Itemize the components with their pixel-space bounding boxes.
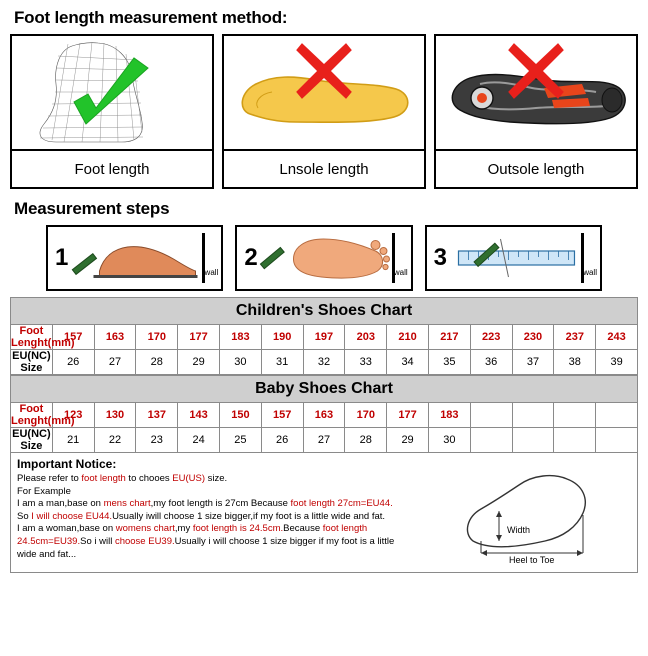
cross-icon — [295, 42, 353, 100]
baby-shoes-chart — [10, 375, 638, 453]
table-cell-empty — [554, 428, 596, 453]
size-chart-page — [0, 8, 648, 656]
method-cell-foot-length — [10, 34, 214, 189]
notice-text: So — [17, 510, 32, 522]
row-label-foot-length: Foot Lenght(mm) — [11, 325, 75, 349]
notice-text: Usually iwill choose 1 size bigger,if my foot is a little wide and fat. — [112, 510, 386, 522]
notice-text: Usually i will choose 1 size bigger if my foot is a little — [174, 535, 395, 547]
table-cell-empty — [512, 428, 554, 453]
method-label-foot-length: Foot length — [12, 149, 212, 187]
table-cell: 25 — [219, 428, 261, 453]
notice-text: Please refer to — [17, 473, 82, 484]
step-number: 1 — [55, 244, 69, 271]
table-cell-empty — [554, 403, 596, 428]
table-cell: 143 — [178, 403, 220, 428]
table-cell: 183 — [219, 325, 261, 350]
table-row — [11, 298, 638, 325]
notice-line-4 — [17, 511, 437, 524]
important-notice — [10, 453, 638, 573]
svg-text:Width: Width — [507, 525, 531, 535]
table-cell: 157 — [261, 403, 303, 428]
table-cell: 130 — [94, 403, 136, 428]
row-label-foot-length: Foot Lenght(mm) — [11, 403, 75, 427]
table-cell: 33 — [345, 350, 387, 375]
row-label-eu-size: EU(NC) Size — [12, 428, 51, 452]
table-cell: 32 — [303, 350, 345, 375]
notice-text-red: foot length 27cm=EU44. — [290, 498, 393, 510]
table-cell: 37 — [512, 350, 554, 375]
notice-text-red: EU(US) — [172, 473, 206, 484]
notice-text: So i will — [80, 535, 115, 547]
foot-dimension-diagram — [437, 463, 627, 563]
table-row — [11, 325, 638, 350]
table-cell: 157 — [52, 325, 94, 350]
table-cell: 210 — [387, 325, 429, 350]
wall-label: wall — [393, 268, 408, 277]
table-cell-empty — [470, 428, 512, 453]
notice-text: I am a man,base on — [17, 498, 104, 510]
foot-mesh-icon — [12, 36, 212, 153]
table-cell: 170 — [136, 325, 178, 350]
notice-text: size. — [205, 473, 228, 484]
children-chart-title: Children's Shoes Chart — [11, 298, 638, 325]
notice-title: Important Notice: — [17, 457, 117, 471]
notice-line-6 — [17, 536, 437, 549]
notice-text-red: womens chart — [115, 523, 175, 535]
table-cell: 27 — [303, 428, 345, 453]
table-cell: 30 — [428, 428, 470, 453]
table-cell: 36 — [470, 350, 512, 375]
notice-text-red: 24.5cm=EU39. — [17, 535, 81, 547]
table-cell-empty — [512, 403, 554, 428]
children-shoes-chart — [10, 297, 638, 375]
notice-text: I am a woman,base on — [17, 523, 116, 535]
table-cell: 203 — [345, 325, 387, 350]
notice-text: ,my foot length is 27cm Because — [150, 498, 291, 510]
table-cell: 31 — [261, 350, 303, 375]
method-cell-insole-length — [222, 34, 426, 189]
notice-line-5 — [17, 523, 437, 536]
row-label-eu-size: EU(NC) Size — [12, 350, 51, 374]
table-cell: 23 — [136, 428, 178, 453]
table-cell-empty — [470, 403, 512, 428]
method-label-insole-length: Lnsole length — [224, 149, 424, 187]
notice-text-red: foot length — [81, 473, 126, 484]
steps-title: Measurement steps — [14, 199, 170, 218]
svg-text:Heel to Toe: Heel to Toe — [509, 555, 555, 563]
method-label-outsole-length: Outsole length — [436, 149, 636, 187]
foot-sole-ruler-icon — [258, 227, 411, 289]
ruler-measure-icon — [447, 227, 600, 289]
table-cell: 163 — [303, 403, 345, 428]
notice-text: Because — [283, 523, 323, 535]
table-row — [11, 376, 638, 403]
notice-text: to chooes — [125, 473, 173, 484]
table-cell: 26 — [261, 428, 303, 453]
table-cell: 28 — [345, 428, 387, 453]
table-cell: 22 — [94, 428, 136, 453]
notice-line-2: For Example — [17, 485, 71, 497]
table-cell: 243 — [596, 325, 638, 350]
notice-text: ,my — [174, 523, 193, 535]
steps-row — [46, 225, 602, 291]
notice-text-red: foot length is 24.5cm. — [192, 523, 284, 535]
table-cell: 35 — [428, 350, 470, 375]
step-1 — [46, 225, 223, 291]
notice-text-red: I will choose EU44. — [31, 510, 113, 522]
notice-line-3 — [17, 498, 437, 511]
wall-label: wall — [204, 268, 219, 277]
step-number: 3 — [433, 244, 448, 271]
notice-line-1 — [17, 473, 437, 486]
notice-text-red: mens chart — [103, 498, 151, 510]
table-cell-empty — [596, 403, 638, 428]
table-cell: 39 — [596, 350, 638, 375]
table-cell: 217 — [428, 325, 470, 350]
table-cell: 30 — [219, 350, 261, 375]
table-row — [11, 403, 638, 428]
table-cell: 170 — [345, 403, 387, 428]
table-cell: 230 — [512, 325, 554, 350]
table-cell: 150 — [219, 403, 261, 428]
table-cell: 21 — [52, 428, 94, 453]
table-cell: 237 — [554, 325, 596, 350]
table-cell: 24 — [178, 428, 220, 453]
table-cell-empty — [596, 428, 638, 453]
cross-icon — [507, 42, 565, 100]
page-title: Foot length measurement method: — [14, 8, 288, 27]
table-cell: 27 — [94, 350, 136, 375]
table-row — [11, 428, 638, 453]
table-row — [11, 350, 638, 375]
table-cell: 29 — [387, 428, 429, 453]
method-row — [10, 34, 638, 189]
step-3 — [425, 225, 602, 291]
method-cell-outsole-length — [434, 34, 638, 189]
table-cell: 163 — [94, 325, 136, 350]
notice-text-red: choose EU39. — [114, 535, 175, 547]
table-cell: 137 — [136, 403, 178, 428]
table-cell: 29 — [178, 350, 220, 375]
table-cell: 197 — [303, 325, 345, 350]
table-cell: 177 — [178, 325, 220, 350]
table-cell: 26 — [52, 350, 94, 375]
table-cell: 28 — [136, 350, 178, 375]
notice-text-red: foot length — [322, 523, 368, 535]
table-cell: 223 — [470, 325, 512, 350]
table-cell: 183 — [428, 403, 470, 428]
outsole-icon — [436, 36, 636, 153]
table-cell: 34 — [387, 350, 429, 375]
insole-icon — [224, 36, 424, 153]
table-cell: 177 — [387, 403, 429, 428]
wall-label: wall — [583, 268, 597, 277]
table-cell: 38 — [554, 350, 596, 375]
step-2 — [235, 225, 412, 291]
step-number: 2 — [244, 244, 258, 271]
baby-chart-title: Baby Shoes Chart — [11, 376, 638, 403]
table-cell: 123 — [52, 403, 94, 428]
notice-line-7: wide and fat... — [17, 548, 77, 560]
table-cell: 190 — [261, 325, 303, 350]
foot-side-ruler-icon — [68, 227, 221, 289]
